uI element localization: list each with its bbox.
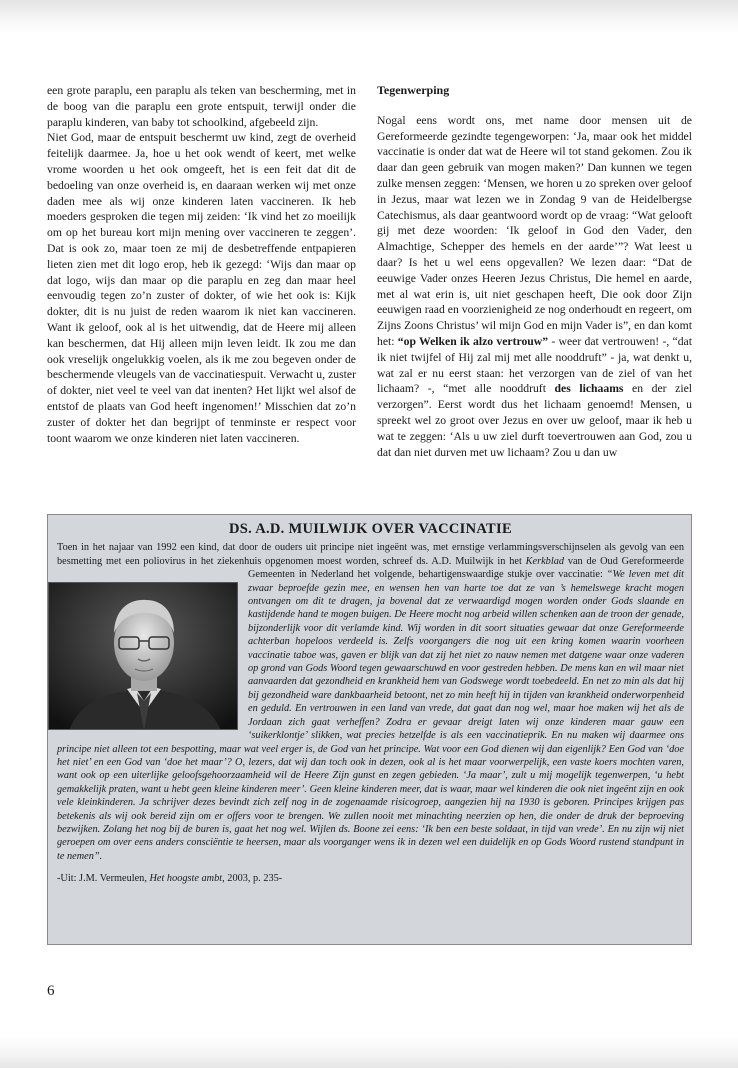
box-source-a: -Uit: J.M. Vermeulen, [57,873,150,885]
box-body [57,541,684,863]
right-text-c: - weer dat vertrouwen! -, “dat ik niet twijfel of Hij zal mij met alle nooddruft” - ja, wat denkt u, wat zal er nu eerst staan: het verzorgen van de ziel of van het lichaam? -, “met alle nooddruft [377,334,692,396]
left-column [47,83,356,446]
right-text-a: Nogal eens wordt ons, met name door mensen uit de Gereformeerde gezindte tegengeworpen: ‘Ja, maar ook het middel vaccinatie is onder dat wat de Heere wil tot stand gekomen. Zou ik daar dan geen gebruik van mogen maken?’ Dan kunnen we tegen zulke mensen zeggen: ‘Mensen, we horen u zo spreken over geloof in Jezus, maar wat lezen we in Zondag 9 van de Heidelbergse Catechismus, als daar geantwoord wordt op de vraag: “Wat gelooft gij met deze woorden: ‘Ik geloof in God den Vader, den Almachtige, Schepper des hemels en der aarde’”? Wat leest u daar? Is het u wel eens opgevallen? We lezen daar: “Dat de eeuwige Vader onzes Heeren Jezus Christus, Die hemel en aarde, met al wat erin is, uit niet geschapen heeft, Die ook door Zijn eeuwigen raad en voorzienigheid ze nog onderhoudt en regeert, om Zijns Zoons Christus’ wil mijn God en mijn Vader is”, en dan komt het: [377,113,692,348]
box-intro-kerkblad: Kerkblad [525,555,564,567]
right-bold-quote: “op Welken ik alzo vertrouw” [397,334,549,348]
box-source [57,872,684,885]
portrait-illustration [49,583,238,730]
left-paragraph-1: een grote paraplu, een paraplu als teken van bescherming, met in de boog van die paraplu een grote entspuit, terwijl onder die paraplu kinderen, van baby tot schoolkind, afgebeeld zijn. [47,84,356,129]
box-intro-b: van de Oud Gereformeerde Gemeenten in Nederland het volgende, behartigenswaardige stukje over vaccinatie: [248,555,684,581]
right-paragraph-1 [377,113,692,461]
scan-bottom-edge [0,1036,738,1068]
right-column [377,83,692,460]
box-intro-a: Toen in het najaar van 1992 een kind, dat door de ouders uit principe niet ingeënt was, met ernstige verlammingsverschijnselen als gevolg van een besmetting met een poliovirus in het ziekenhuis opgenomen moest worden, schreef ds. A.D. Muilwijk in het [57,542,684,567]
box-title: DS. A.D. MUILWIJK OVER VACCINATIE [229,521,512,537]
section-heading: Tegenwerping [377,83,450,97]
quote-box [47,514,692,945]
left-paragraph-2: Niet God, maar de entspuit beschermt uw kind, zegt de overheid feitelijk daarmee. Ja, hoe u het ook wendt of keert, met welke vrome woorden u het ook omgeeft, het is een feit dat dit de bedoeling van onze overheid is, en daaraan werken wij met onze daden mee als wij onze kinderen laten vaccineren. Ik heb moeders gesproken die tegen mij zeiden: ‘Ik vind het zo moeilijk om op het bureau kort mijn mening over vaccineren te zeggen’. Dat is ook zo, maar toen ze mij de desbetreffende entpapieren lieten zien met dit logo erop, heb ik gezegd: ‘Wijs dan maar op dat logo, wijs dan maar op die paraplu en zeg dan maar heel eenvoudig tegen zo’n zuster of dokter, of wie het ook is: Kijk dokter, dit is nu juist de reden waarom ik niet kan vaccineren. Want ik geloof, ook al is het uitwendig, dat de Heere mij alleen kan beschermen, dat Hij alleen mijn leven leidt. Ik zou me dan ook vreselijk ongelukkig voelen, als ik me zou begeven onder de beschermende vleugels van de vaccinatiespuit. Verwacht u, zuster of dokter, niet veel te veel van dat inenten? Het lijkt wel alsof de entstof de plaats van God heeft ingenomen!’ Misschien dat zo’n zuster of dokter het dan begrijpt of tenminste er respect voor toont waarom we onze kinderen niet laten vaccineren. [47,131,356,445]
right-bold-lichaams: des lichaams [554,382,624,396]
box-quote: “We leven met dit zwaar beproefde gezin mee, en wensen hen van harte toe dat ze van ’s hemelswege kracht mogen ontvangen om dit te dragen, ja bovenal dat ze verwaardigd mogen worden onder Gods slaande en kastijdende hand te mogen buigen. De Heere mocht nog arbeid willen schenken aan de troon der genade, bijzonderlijk voor dit verlamde kind. Wij worden in dit soort situaties gewaar dat onze Gereformeerde achterban hopeloos verdeeld is. Zelfs voorgangers die nog uit een kring komen waarin voorheen vaccinatie taboe was, gaven er blijk van dat zij het niet zo nauw nemen met datgene waar onze vaderen op grond van Gods Woord tegen gewaarschuwd en voor gestreden hebben. De mens kan en wil maar niet aanvaarden dat gezondheid en krankheid hem van Godswege wordt toebedeeld. En net zo min als dat hij bij gezondheid ware dankbaarheid betoont, net zo min heeft hij in tijden van krankheid onderworpenheid en geduld. En vertrouwen in een land van vrede, dat gaat dan nog wel, maar hoe maken wij het als de Jordaan zich gaat verheffen? Zodra er gevaar dreigt laten wij onze kinderen maar gauw een ‘suikerklontje’ slikken, wat precies hetzelfde is als een vaccinatieprik. En nu maken wij daarmee ons principe niet alleen tot een bespotting, maar wat veel erger is, de God van het principe. Wat voor een God dienen wij dan eigenlijk? Een God van ‘doe het niet’ en een God van ‘doe het maar’? O, lezers, dat wij dan toch ook in dezen, ook al is het maar voorwerpelijk, een vaste koers mochten varen, want ook op een uiterlijke geloofsgehoorzaamheid wil de Heere Zijn gunst en zegen gebieden. ‘Ja maar’, zult u mij mogelijk tegenwerpen, ‘u hebt gemakkelijk praten, want u hebt geen kleine kinderen meer’. Geen kleine kinderen meer, dat is waar, maar wel kinderen die ook niet ingeënt zijn en ook vele kleinkinderen. Ja schrijver dezes bevindt zich zelf nog in de zogenaamde risicogroep, aangezien hij na 1930 is geboren. Principes krijgen pas betekenis als wij ook bereid zijn om er offers voor te brengen. We zullen nooit met minachting neerzien op hen, die onder de druk der beproeving bezwijken. Zolang het nog bij de buren is, gaat het nog wel. Wijlen ds. Boone zei eens: ‘Ik ben een beste soldaat, in tijd van vrede’. En nu zijn wij niet geroepen om over eens anders consciëntie te heersen, maar als voorganger wens ik in dezen wel een duidelijk en op Gods Woord rustend standpunt in te nemen”. [57,569,684,862]
portrait-photo [48,582,238,730]
right-text-e: en der ziel verzorgen”. Eerst wordt dus het lichaam genoemd! Mensen, u spreekt wel zo groot over Jezus en over uw geloof, maar ik heb u wat te zeggen: ‘Als u uw ziel durft toevertrouwen aan God, zou u dat dan niet durven met uw lichaam? Zou u dan uw [377,382,693,459]
page-number: 6 [47,983,55,999]
scan-top-edge [0,0,738,34]
box-source-b: , 2003, p. 235- [222,873,283,885]
box-source-title: Het hoogste ambt [149,873,223,885]
